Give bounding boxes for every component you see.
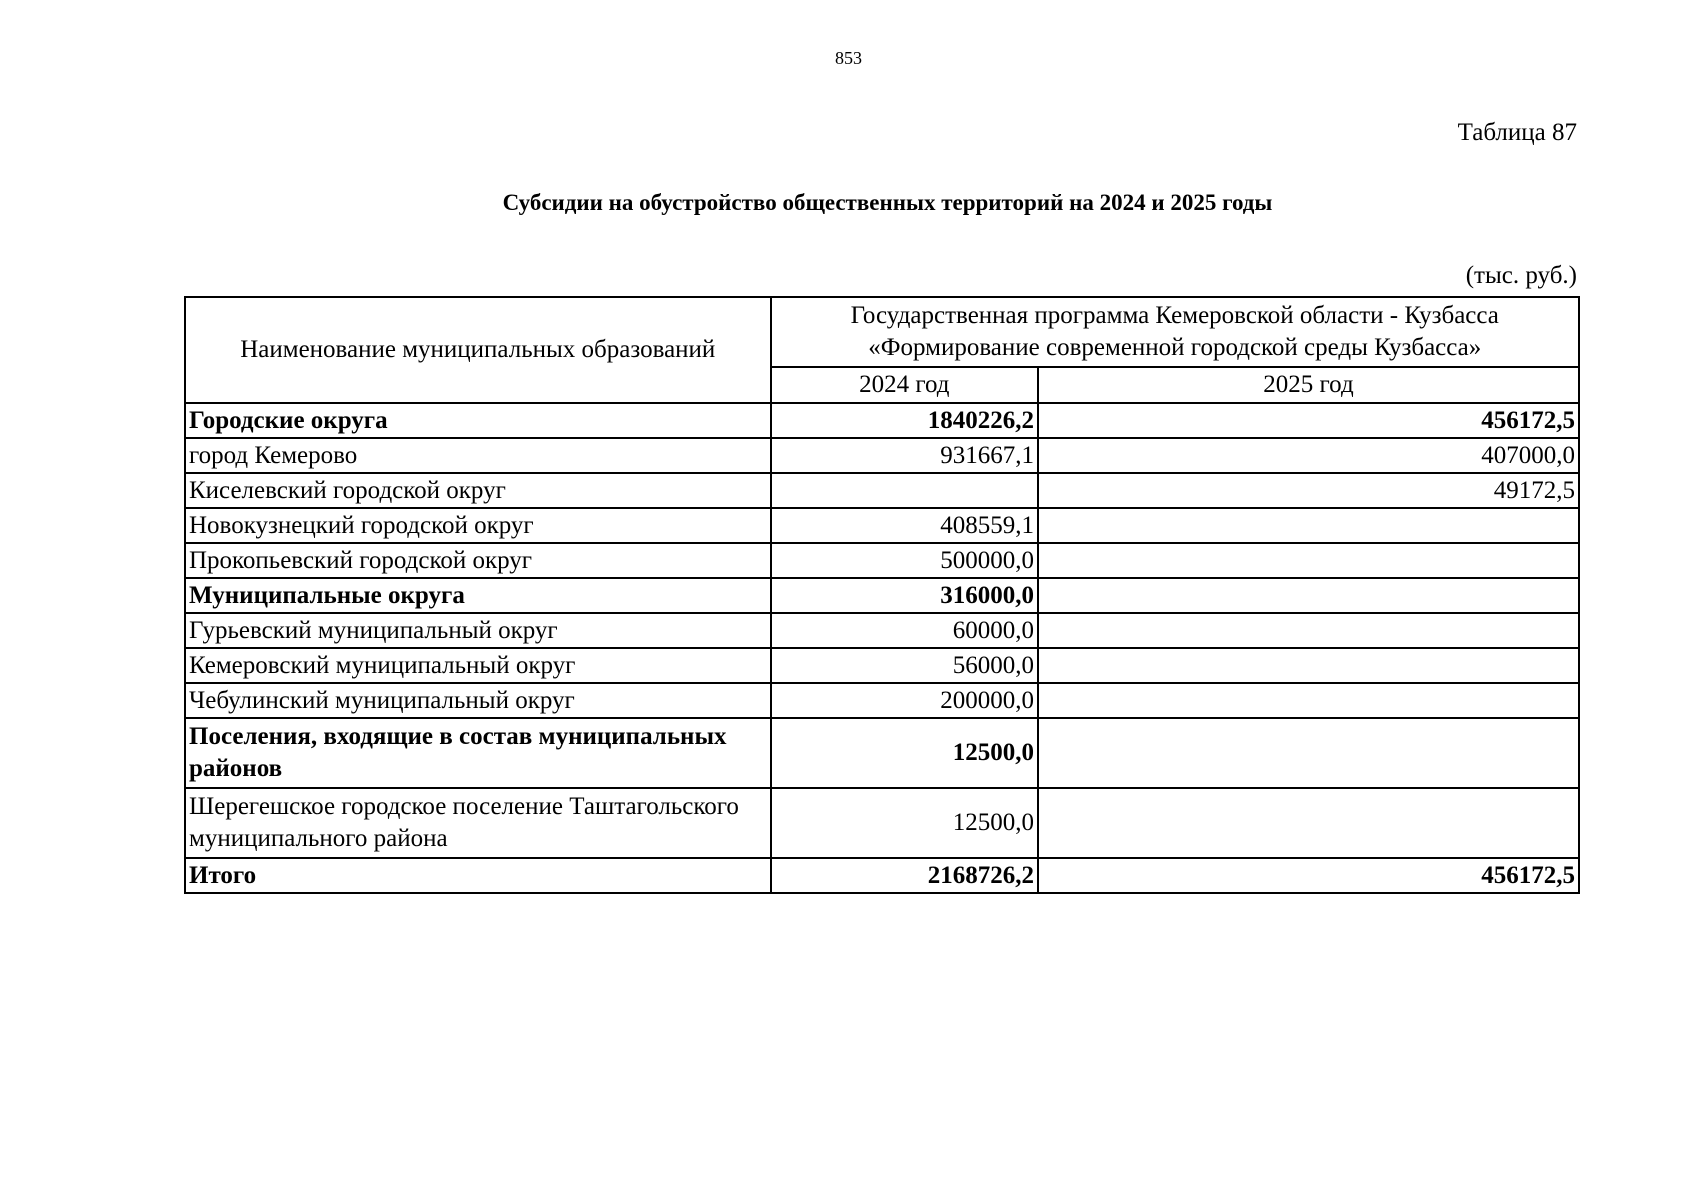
table-row (185, 613, 1579, 648)
row-value-2024: 931667,1 (771, 438, 1038, 473)
row-value-2024: 2168726,2 (771, 858, 1038, 893)
row-value-2025: 49172,5 (1038, 473, 1579, 508)
row-value-2025 (1038, 683, 1579, 718)
row-value-2024 (771, 473, 1038, 508)
row-name: Чебулинский муниципальный округ (185, 683, 771, 718)
row-value-2024: 56000,0 (771, 648, 1038, 683)
row-value-2024: 200000,0 (771, 683, 1038, 718)
document-title: Субсидии на обустройство общественных территорий на 2024 и 2025 годы (502, 190, 1273, 215)
row-value-2024: 500000,0 (771, 543, 1038, 578)
table-row (185, 403, 1579, 438)
row-value-2024: 1840226,2 (771, 403, 1038, 438)
page-number: 853 (835, 48, 862, 68)
row-value-2025 (1038, 508, 1579, 543)
header-program (771, 297, 1579, 367)
row-value-2025: 456172,5 (1038, 403, 1579, 438)
row-value-2025 (1038, 613, 1579, 648)
row-value-2025: 407000,0 (1038, 438, 1579, 473)
row-value-2024: 12500,0 (771, 718, 1038, 788)
header-year-2024: 2024 год (771, 367, 1038, 403)
table-row (185, 578, 1579, 613)
row-value-2025 (1038, 578, 1579, 613)
table-row (185, 543, 1579, 578)
table-row (185, 718, 1579, 788)
table-row (185, 473, 1579, 508)
table-label: Таблица 87 (1457, 119, 1577, 146)
row-value-2025 (1038, 648, 1579, 683)
row-name: Муниципальные округа (185, 578, 771, 613)
units-label: (тыс. руб.) (1465, 262, 1577, 289)
subsidies-table (184, 296, 1580, 894)
table-row (185, 683, 1579, 718)
header-name-column: Наименование муниципальных образований (185, 297, 771, 403)
row-name: Гурьевский муниципальный округ (185, 613, 771, 648)
header-program-line1: Государственная программа Кемеровской области - Кузбасса (850, 302, 1499, 329)
row-value-2025 (1038, 718, 1579, 788)
header-year-2025: 2025 год (1038, 367, 1579, 403)
row-name: Киселевский городской округ (185, 473, 771, 508)
table-row (185, 438, 1579, 473)
row-value-2024: 60000,0 (771, 613, 1038, 648)
row-name: Городские округа (185, 403, 771, 438)
row-value-2024: 316000,0 (771, 578, 1038, 613)
row-name: Поселения, входящие в состав муниципальных районов (185, 718, 771, 788)
row-value-2024: 408559,1 (771, 508, 1038, 543)
table-row-total (185, 858, 1579, 893)
header-program-line2: «Формирование современной городской среды Кузбасса» (868, 334, 1482, 361)
row-value-2025 (1038, 788, 1579, 858)
row-name: Новокузнецкий городской округ (185, 508, 771, 543)
row-value-2024: 12500,0 (771, 788, 1038, 858)
row-value-2025 (1038, 543, 1579, 578)
row-name: Итого (185, 858, 771, 893)
table-row (185, 508, 1579, 543)
row-name: Прокопьевский городской округ (185, 543, 771, 578)
row-name: город Кемерово (185, 438, 771, 473)
table-row (185, 648, 1579, 683)
table-row (185, 788, 1579, 858)
row-name: Кемеровский муниципальный округ (185, 648, 771, 683)
row-name: Шерегешское городское поселение Таштагольского муниципального района (185, 788, 771, 858)
row-value-2025: 456172,5 (1038, 858, 1579, 893)
